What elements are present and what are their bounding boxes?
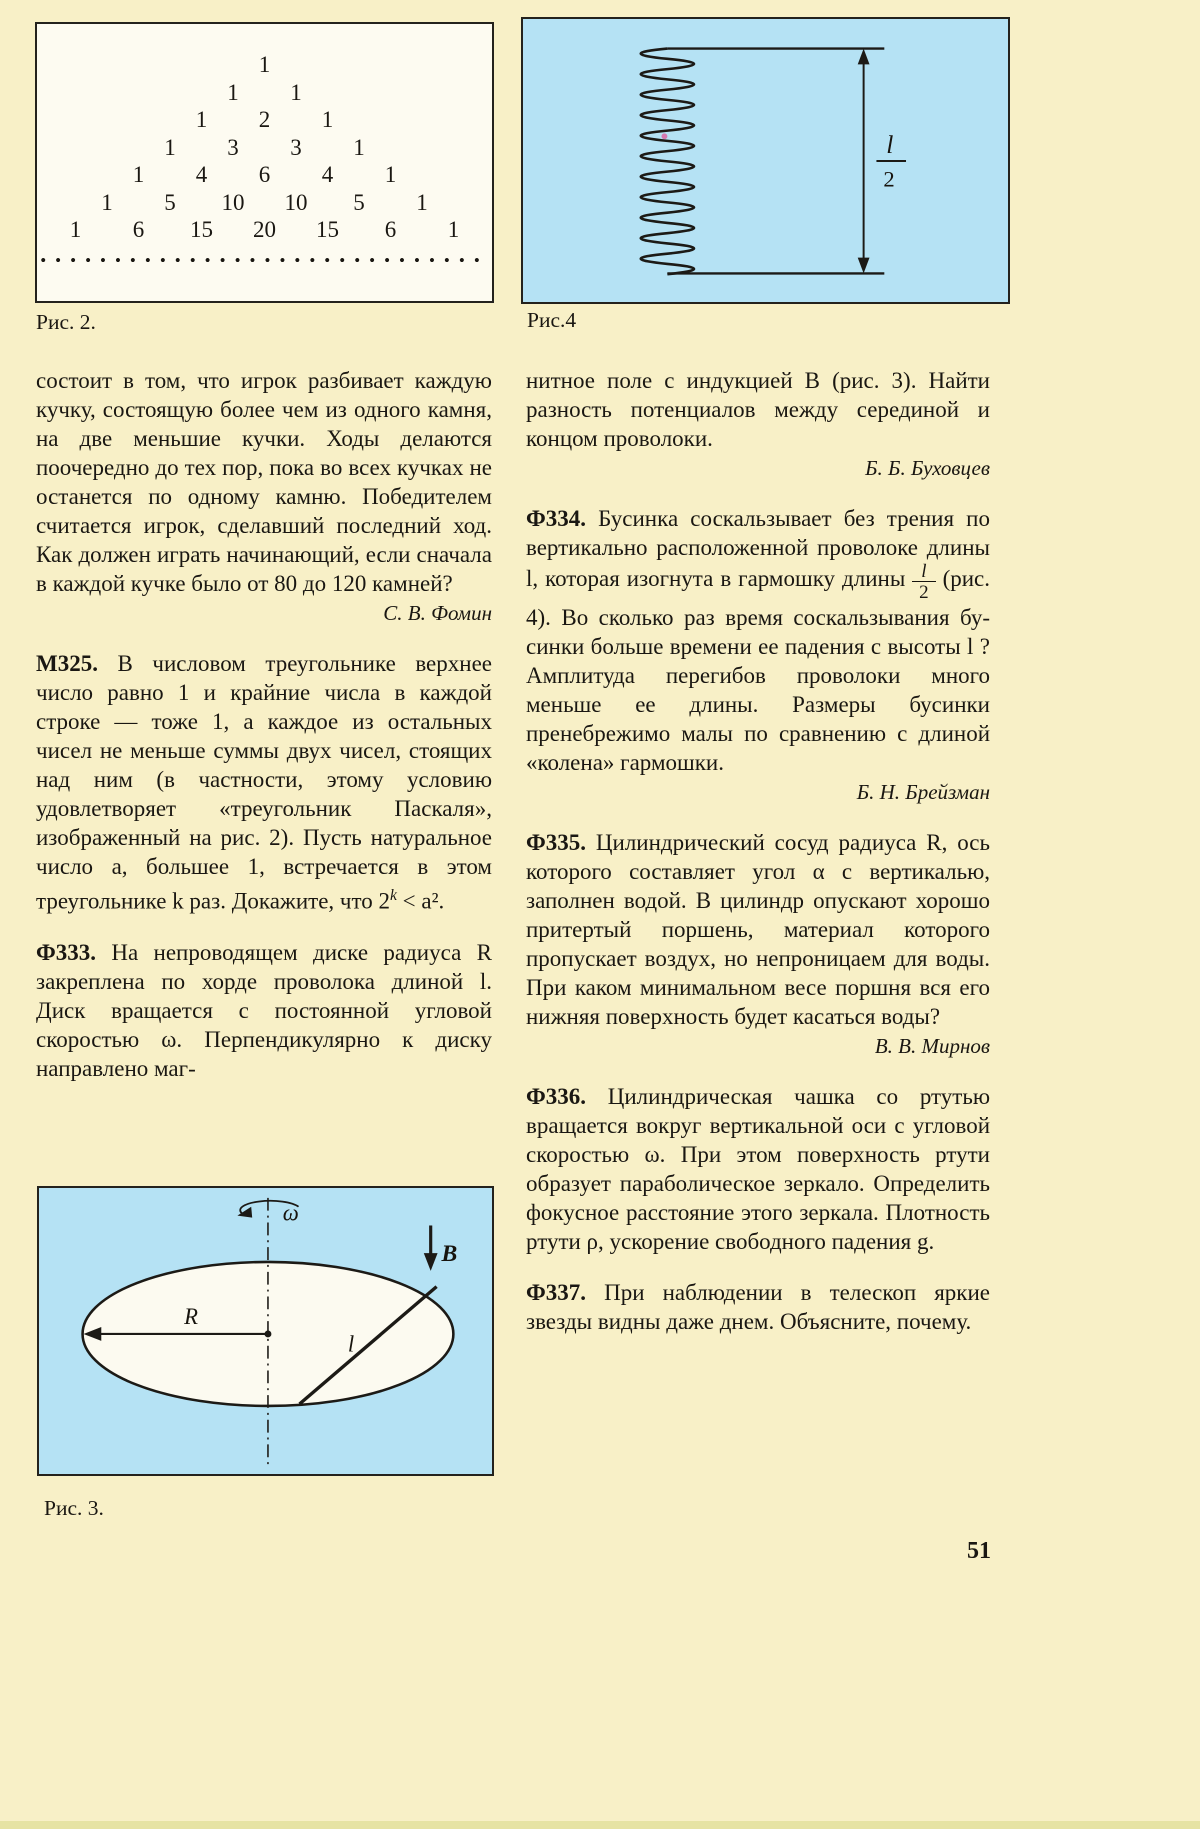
- page-number: 51: [967, 1538, 991, 1564]
- fig4-fraction-numerator: l: [886, 130, 894, 160]
- pascal-dots-row: ••••••••••••••••••••••••••••••: [40, 250, 489, 270]
- radius-label: R: [184, 1304, 198, 1330]
- scan-artifact-dot: [661, 133, 667, 139]
- scan-bottom-edge: [0, 1821, 1200, 1829]
- problem-f336-text: Цилиндрическая чашка со ртутью вращается вокруг вертикальной оси с угловой скоростью ω. При этом поверхность ртути образует параболическое зеркало. Определить фокусное расстояние этого зеркала. Плотность ртути ρ, ускорение свободного падения g.: [526, 1084, 991, 1254]
- pascal-triangle-row: [37, 216, 492, 244]
- pascal-number: 6: [384, 217, 397, 242]
- pascal-number: 1: [69, 217, 82, 242]
- pascal-number: 6: [132, 217, 145, 242]
- pascal-number: 5: [164, 189, 176, 215]
- figure-2-box: [35, 22, 494, 303]
- pascal-triangle-row: [37, 51, 492, 79]
- fraction-l-over-2: [912, 562, 935, 603]
- f333-continuation: нитное поле с индукцией B (рис. 3). Найти разность потенциалов между серединой и концом проволоки.: [526, 368, 990, 451]
- problem-f333: [36, 938, 492, 1083]
- accordion-wire: [641, 49, 694, 275]
- figure-3-drawing: [39, 1188, 492, 1474]
- fraction-numerator: l: [921, 561, 927, 582]
- figure-3-caption: Рис. 3.: [44, 1496, 104, 1520]
- problem-f337: [526, 1278, 990, 1336]
- problem-m325-text-end: < a².: [396, 888, 445, 914]
- pascal-number: 4: [195, 162, 208, 187]
- problem-f334-text-before: Бусинка соскальзывает без трения по вертикально расположенной проволоке длины l, которая изогнута в гармошку длины: [526, 506, 990, 591]
- author-fomin: С. В. Фомин: [383, 601, 492, 625]
- author-breizman: Б. Н. Брейзман: [856, 780, 990, 804]
- problem-m325-label: М325.: [36, 651, 98, 676]
- pascal-number: 5: [353, 189, 365, 215]
- fraction-denominator: 2: [912, 581, 935, 603]
- pascal-number: 1: [321, 107, 334, 132]
- problem-f337-label: Ф337.: [526, 1280, 587, 1305]
- problem-f334: [526, 504, 990, 777]
- problem-f334-text-after: (рис. 4). Во сколько раз время соскальзывания бусинки больше времени ее падения с высоты l ? Амплитуда перегибов проволоки много меньше ее длины. Размеры бусинки пренебрежимо малы по сравнению с длиной «колена» гармошки.: [526, 566, 990, 775]
- pascal-number: 1: [101, 189, 113, 215]
- pascal-number: 1: [227, 79, 239, 105]
- pascal-triangle-row: [37, 189, 492, 217]
- figure-4-box: [521, 17, 1010, 304]
- problem-f333-text: На непроводящем диске радиуса R закреплена по хорде проволока длиной l. Диск вращается с постоянной угловой скоростью ω. Перпендикулярно к диску направлено маг-: [36, 939, 492, 1081]
- pascal-number: 1: [353, 134, 365, 160]
- pascal-triangle-row: [37, 79, 492, 107]
- problem-f336: [526, 1082, 990, 1256]
- problem-f334-label: Ф334.: [526, 506, 587, 531]
- pascal-number: 1: [164, 134, 176, 160]
- pascal-triangle-row: [37, 134, 492, 162]
- omega-label: ω: [282, 1200, 299, 1226]
- pascal-number: 1: [258, 52, 271, 77]
- chord-length-label: l: [347, 1331, 355, 1357]
- pascal-number: 1: [416, 189, 428, 215]
- pascal-number: 3: [290, 134, 302, 160]
- pascal-triangle: [37, 51, 492, 244]
- pascal-number: 2: [258, 107, 271, 132]
- pascal-number: 6: [258, 162, 271, 187]
- problem-m325-text: В числовом треугольнике верхнее число равно 1 и крайние числа в каждой строке — тоже 1, а каждое из остальных чисел не меньше суммы двух чисел, стоящих над ним (в частности, этому условию удовлетворяет «треугольник Паскаля», изображенный на рис. 2). Пусть натуральное число a, большее 1, встречается в этом треугольнике k раз. Докажите, что 2: [36, 651, 492, 914]
- problem-f333-label: Ф333.: [36, 939, 97, 965]
- pascal-number: 3: [227, 134, 239, 160]
- measure-arrowhead-up: [858, 49, 870, 65]
- pascal-number: 1: [132, 162, 145, 187]
- author-mirnov: В. В. Мирнов: [874, 1034, 990, 1058]
- pascal-number: 1: [195, 107, 208, 132]
- pascal-triangle-row: [37, 106, 492, 134]
- figure-4-caption: Рис.4: [527, 308, 577, 332]
- problem-m325: [36, 649, 492, 916]
- pascal-number: 10: [284, 189, 308, 215]
- pascal-number: 10: [221, 189, 245, 215]
- fig4-fraction-denominator: 2: [883, 166, 895, 192]
- pascal-number: 1: [447, 217, 460, 242]
- measure-arrowhead-down: [858, 258, 870, 274]
- problem-f337-text: При наблюдении в телескоп яркие звезды видны даже днем. Объясните, почему.: [526, 1280, 991, 1334]
- omega-arrowhead: [237, 1207, 252, 1218]
- problem-f335-label: Ф335.: [526, 830, 587, 855]
- figure-3-box: [37, 1186, 494, 1476]
- intro-paragraph: состоит в том, что игрок разбивает каждую кучку, состоящую более чем из одного камня, на две меньшие кучки. Ходы делаются поочередно до тех пор, пока во всех кучках не останется по одному камню. Победителем считается игрок, сделавший последний ход. Как должен играть начинающий, если сначала в каждой кучке было от 80 до 120 камней?: [36, 368, 492, 596]
- b-field-arrowhead: [424, 1253, 438, 1271]
- left-column: [36, 366, 492, 1178]
- exponent-k: k: [389, 887, 397, 904]
- pascal-triangle-row: [37, 161, 492, 189]
- problem-f335: [526, 828, 990, 1031]
- pascal-number: 1: [384, 162, 397, 187]
- pascal-number: 1: [290, 79, 302, 105]
- b-field-label: B: [441, 1240, 458, 1267]
- problem-f336-label: Ф336.: [526, 1084, 587, 1109]
- pascal-number: 15: [190, 217, 213, 242]
- pascal-number: 4: [321, 162, 334, 187]
- figure-4-drawing: [523, 19, 1008, 302]
- disk-center-dot: [265, 1331, 272, 1338]
- pascal-number: 15: [316, 217, 339, 242]
- problem-f335-text: Цилиндрический сосуд радиуса R, ось которого составляет угол α с вертикалью, заполнен водой. В цилиндр опускают хорошо притертый поршень, материал которого пропускает воздух, но непроницаем для воды. При каком минимальном весе поршня вся его нижняя поверхность будет касаться воды?: [526, 830, 991, 1029]
- figure-2-caption: Рис. 2.: [36, 310, 96, 334]
- author-bukhovtsev: Б. Б. Буховцев: [865, 456, 990, 480]
- right-column: [526, 366, 990, 1336]
- pascal-number: 20: [253, 217, 276, 242]
